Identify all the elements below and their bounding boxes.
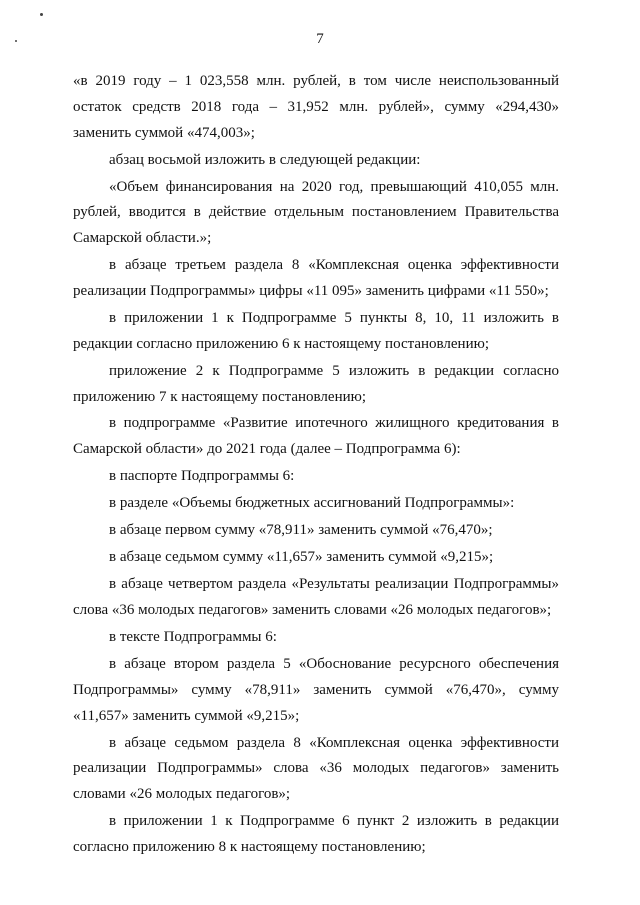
page-number: 7 (316, 31, 324, 47)
paragraph: в тексте Подпрограммы 6: (109, 628, 277, 645)
paragraph: приложение 2 к Подпрограмме 5 изложить в редакции согласно приложению 7 к настоящему постановлению; (73, 362, 559, 405)
paragraph: «в 2019 году – 1 023,558 млн. рублей, в том числе неиспользованный остаток средств 2018 года – 31,952 млн. рублей», сумму «294,430» заменить суммой «474,003»; (73, 73, 559, 141)
paragraph: в абзаце третьем раздела 8 «Комплексная оценка эффективности реализации Подпрограммы» цифры «11 095» заменить цифрами «11 550»; (73, 257, 559, 299)
paragraph: в абзаце четвертом раздела «Результаты реализации Подпрограммы» слова «36 молодых педагогов» заменить словами «26 молодых педагогов»; (73, 576, 559, 618)
paragraph: в абзаце втором раздела 5 «Обоснование ресурсного обеспечения Подпрограммы» сумму «78,911» заменить суммой «76,470», сумму «11,657» заменить суммой «9,215»; (73, 655, 559, 724)
paragraph: в абзаце седьмом раздела 8 «Комплексная оценка эффективности реализации Подпрограммы» слова «36 молодых педагогов» заменить словами «26 молодых педагогов»; (73, 734, 559, 803)
paragraph: абзац восьмой изложить в следующей редакции: (109, 151, 421, 168)
paragraph: в подпрограмме «Развитие ипотечного жилищного кредитования в Самарской области» до 2021 года (далее – Подпрограмма 6): (73, 415, 559, 458)
paragraph: в абзаце седьмом сумму «11,657» заменить суммой «9,215»; (109, 549, 494, 566)
paragraph: в приложении 1 к Подпрограмме 6 пункт 2 изложить в редакции согласно приложению 8 к настоящему постановлению; (73, 813, 559, 855)
scan-speck (40, 13, 43, 16)
paragraph: в приложении 1 к Подпрограмме 5 пункты 8, 10, 11 изложить в редакции согласно приложению 6 к настоящему постановлению; (73, 309, 559, 352)
paragraph: в абзаце первом сумму «78,911» заменить суммой «76,470»; (109, 522, 493, 539)
document-body (73, 69, 559, 862)
paragraph: в паспорте Подпрограммы 6: (109, 468, 295, 485)
paragraph: в разделе «Объемы бюджетных ассигнований Подпрограммы»: (109, 495, 515, 512)
paragraph: «Объем финансирования на 2020 год, превышающий 410,055 млн. рублей, вводится в действие отдельным постановлением Правительства Самарской области.»; (73, 178, 559, 247)
